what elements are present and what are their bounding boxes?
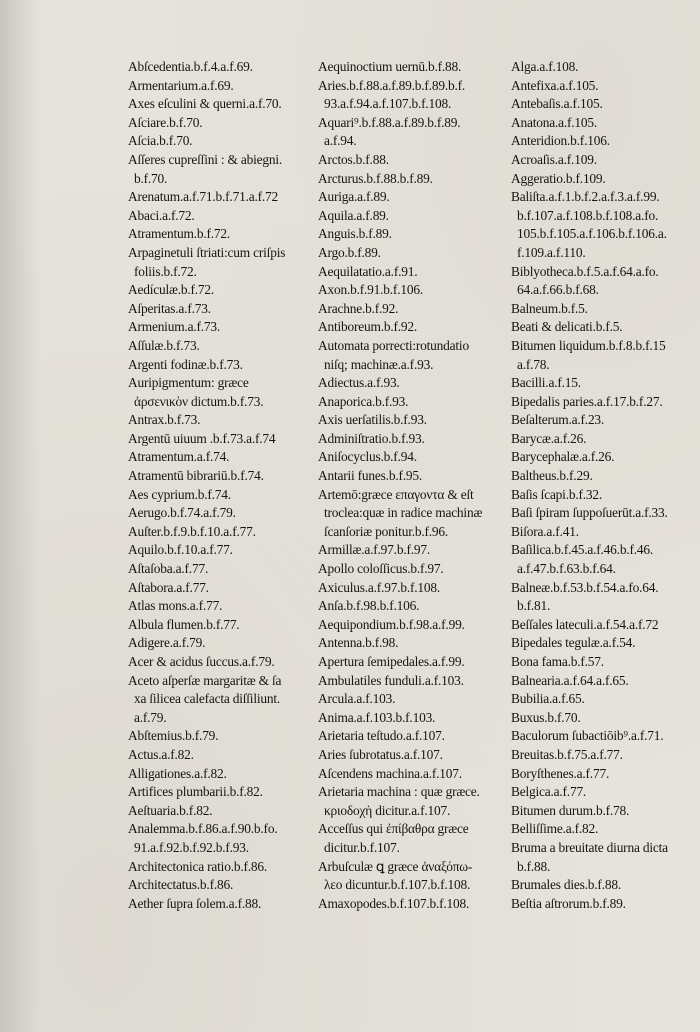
index-entry: ἀρσενικὸν dictum.b.f.73.	[134, 393, 264, 409]
index-entry: Axiculus.a.f.97.b.f.108.	[318, 579, 441, 595]
index-entry: Adiectus.a.f.93.	[318, 375, 400, 391]
index-entry: Bubilia.a.f.65.	[511, 691, 585, 707]
index-entry: Armenium.a.f.73.	[128, 319, 220, 335]
index-entry: b.f.70.	[134, 170, 168, 186]
index-column-1	[128, 58, 318, 913]
index-entry: Anguis.b.f.89.	[318, 226, 392, 242]
index-entry: Balneæ.b.f.53.b.f.54.a.fo.64.	[511, 579, 659, 595]
index-entry: Artifices plumbarii.b.f.82.	[128, 784, 263, 800]
index-entry: Aſcia.b.f.70.	[128, 133, 193, 149]
index-entry: foliis.b.f.72.	[134, 263, 197, 279]
index-entry: niſq; machinæ.a.f.93.	[324, 356, 434, 372]
index-entry: f.109.a.f.110.	[517, 244, 586, 260]
index-entry: Adminiſtratio.b.f.93.	[318, 430, 425, 446]
index-entry: Albula flumen.b.f.77.	[128, 616, 240, 632]
index-entry: Aedículæ.b.f.72.	[128, 282, 215, 298]
index-entry: Antiboreum.b.f.92.	[318, 319, 418, 335]
index-entry: Belgica.a.f.77.	[511, 784, 587, 800]
index-column-3	[511, 58, 694, 913]
index-entry: Atramentū bibrariū.b.f.74.	[128, 468, 264, 484]
index-entry: Artemō:græce επαγοντα & eſt	[318, 486, 474, 502]
index-entry: Beſtia aſtrorum.b.f.89.	[511, 895, 626, 911]
index-entry: Atramentum.a.f.74.	[128, 449, 230, 465]
index-entry: Apertura ſemipedales.a.f.99.	[318, 654, 465, 669]
index-entry: Amaxopodes.b.f.107.b.f.108.	[318, 895, 470, 911]
index-entry: Bacilli.a.f.15.	[511, 375, 581, 391]
index-entry: Aeſtuaria.b.f.82.	[128, 802, 213, 818]
index-entry: Arcula.a.f.103.	[318, 691, 396, 707]
index-entry: Baculorum ſubactiōib⁹.a.f.71.	[511, 728, 664, 744]
index-entry: Breuitas.b.f.75.a.f.77.	[511, 746, 623, 762]
index-entry: b.f.88.	[517, 858, 551, 874]
index-entry: λεο dicuntur.b.f.107.b.f.108.	[324, 877, 471, 893]
index-entry: Bruma a breuitate diurna dicta	[511, 839, 668, 855]
index-entry: Aquari⁹.b.f.88.a.f.89.b.f.89.	[318, 114, 461, 130]
index-entry: Auriga.a.f.89.	[318, 189, 390, 205]
index-entry: a.f.94.	[324, 133, 357, 149]
index-entry: Beſalterum.a.f.23.	[511, 412, 605, 428]
index-entry: troclea:quæ in radice machinæ	[324, 505, 483, 521]
index-entry: Bona fama.b.f.57.	[511, 654, 604, 669]
index-entry: Apollo coloſſicus.b.f.97.	[318, 561, 444, 577]
index-entry: Bipedalis paries.a.f.17.b.f.27.	[511, 393, 663, 409]
index-entry: Acceſſus qui ἐπίβαθρα græce	[318, 821, 469, 837]
index-entry: a.f.47.b.f.63.b.f.64.	[517, 561, 616, 577]
index-entry: Arietaria machina : quæ græce.	[318, 784, 480, 800]
index-entry: 64.a.f.66.b.f.68.	[517, 282, 599, 298]
index-entry: Acroaſis.a.f.109.	[511, 151, 597, 167]
index-entry: Abaci.a.f.72.	[128, 207, 195, 223]
index-entry: Atlas mons.a.f.77.	[128, 598, 223, 614]
index-entry: Abſtemius.b.f.79.	[128, 728, 219, 744]
index-entry: Beſſales lateculi.a.f.54.a.f.72	[511, 616, 659, 632]
index-entry: Atramentum.b.f.72.	[128, 226, 231, 242]
index-entry: Auripigmentum: græce	[128, 375, 249, 391]
index-column-2	[318, 58, 511, 913]
index-entry: b.f.107.a.f.108.b.f.108.a.fo.	[517, 207, 659, 223]
index-entry: Arenatum.a.f.71.b.f.71.a.f.72	[128, 189, 279, 205]
index-entry: Aequilatatio.a.f.91.	[318, 263, 418, 279]
index-entry: Alga.a.f.108.	[511, 59, 579, 74]
index-entry: Aniſocyclus.b.f.94.	[318, 449, 417, 465]
index-entry: ſcanſoriæ ponitur.b.f.96.	[324, 523, 449, 539]
index-entry: Argentū uiuum .b.f.73.a.f.74	[128, 430, 276, 446]
index-columns	[128, 58, 694, 913]
index-entry: Antarii funes.b.f.95.	[318, 468, 423, 484]
index-entry: Anaporica.b.f.93.	[318, 393, 409, 409]
index-entry: Barycephalæ.a.f.26.	[511, 449, 615, 465]
index-entry: Bitumen liquidum.b.f.8.b.f.15	[511, 337, 666, 353]
index-entry: Bipedales tegulæ.a.f.54.	[511, 635, 636, 651]
index-entry: a.f.78.	[517, 356, 550, 372]
index-entry: Biblyotheca.b.f.5.a.f.64.a.fo.	[511, 263, 659, 279]
index-entry: Anima.a.f.103.b.f.103.	[318, 709, 436, 725]
index-entry: Auſter.b.f.9.b.f.10.a.f.77.	[128, 523, 256, 539]
index-entry: xa ſilicea calefacta diſſiliunt.	[134, 691, 281, 707]
index-entry: Abſcedentia.b.f.4.a.f.69.	[128, 59, 253, 74]
index-entry: Actus.a.f.82.	[128, 746, 194, 762]
index-entry: Antebaſis.a.f.105.	[511, 96, 603, 112]
index-entry: Aſperitas.a.f.73.	[128, 300, 211, 316]
index-entry: Arpaginetuli ſtriati:cum criſpis	[128, 244, 286, 260]
index-entry: 91.a.f.92.b.f.92.b.f.93.	[134, 839, 249, 855]
index-entry: Buxus.b.f.70.	[511, 709, 581, 725]
index-entry: Aquilo.b.f.10.a.f.77.	[128, 542, 233, 558]
index-entry: Barycæ.a.f.26.	[511, 430, 587, 446]
index-entry: Argenti fodinæ.b.f.73.	[128, 356, 243, 372]
index-entry: Arachne.b.f.92.	[318, 300, 399, 316]
index-entry: Baſilica.b.f.45.a.f.46.b.f.46.	[511, 542, 654, 558]
index-entry: Arcturus.b.f.88.b.f.89.	[318, 170, 433, 186]
index-entry: κριοδοχὴ dicitur.a.f.107.	[324, 802, 451, 818]
index-entry: b.f.81.	[517, 598, 551, 614]
index-entry: Arctos.b.f.88.	[318, 151, 389, 167]
index-entry: Boryſthenes.a.f.77.	[511, 765, 610, 781]
index-entry: Axes eſculini & querni.a.f.70.	[128, 96, 282, 112]
index-entry: Axis uerſatilis.b.f.93.	[318, 412, 427, 428]
index-entry: Baltheus.b.f.29.	[511, 468, 593, 484]
index-entry: Aggeratio.b.f.109.	[511, 170, 606, 186]
index-entry: Aes cyprium.b.f.74.	[128, 486, 231, 502]
index-entry: Aſcendens machina.a.f.107.	[318, 765, 462, 781]
index-entry: Architectonica ratio.b.f.86.	[128, 858, 268, 874]
index-entry: Baliſta.a.f.1.b.f.2.a.f.3.a.f.99.	[511, 189, 660, 205]
index-entry: Arbuſculæ ꝗ græce ἀναξόπω-	[318, 858, 473, 874]
index-entry: 93.a.f.94.a.f.107.b.f.108.	[324, 96, 452, 112]
index-entry: Aſtabora.a.f.77.	[128, 579, 209, 595]
index-entry: Antrax.b.f.73.	[128, 412, 201, 428]
index-entry: Aequipondium.b.f.98.a.f.99.	[318, 616, 465, 632]
index-entry: Armentarium.a.f.69.	[128, 77, 234, 93]
index-entry: Aceto aſperſæ margaritæ & ſa	[128, 672, 282, 688]
index-entry: Argo.b.f.89.	[318, 244, 381, 260]
index-entry: Aerugo.b.f.74.a.f.79.	[128, 505, 236, 521]
index-entry: Antenna.b.f.98.	[318, 635, 399, 651]
index-entry: Anteridion.b.f.106.	[511, 133, 610, 149]
index-entry: Biſora.a.f.41.	[511, 523, 579, 539]
index-entry: Automata porrecti:rotundatio	[318, 337, 469, 353]
index-entry: Aequinoctium uernū.b.f.88.	[318, 59, 462, 74]
index-entry: Beati & delicati.b.f.5.	[511, 319, 623, 335]
index-entry: Alligationes.a.f.82.	[128, 765, 227, 781]
index-entry: Baſi ſpiram ſuppoſuerūt.a.f.33.	[511, 505, 668, 521]
index-entry: dicitur.b.f.107.	[324, 839, 400, 855]
index-entry: Aries ſubrotatus.a.f.107.	[318, 746, 443, 762]
index-entry: Analemma.b.f.86.a.f.90.b.fo.	[128, 821, 278, 837]
index-entry: Aether ſupra ſolem.a.f.88.	[128, 895, 262, 911]
index-entry: Anſa.b.f.98.b.f.106.	[318, 598, 420, 614]
index-entry: Balneum.b.f.5.	[511, 300, 588, 316]
index-entry: Brumales dies.b.f.88.	[511, 877, 621, 893]
index-entry: Belliſſime.a.f.82.	[511, 821, 599, 837]
index-entry: Balnearia.a.f.64.a.f.65.	[511, 672, 629, 688]
index-entry: Acer & acidus ſuccus.a.f.79.	[128, 654, 275, 669]
index-entry: a.f.79.	[134, 709, 167, 725]
index-entry: Armillæ.a.f.97.b.f.97.	[318, 542, 431, 558]
index-entry: Aſſulæ.b.f.73.	[128, 337, 200, 353]
index-entry: Antefixa.a.f.105.	[511, 77, 599, 93]
index-entry: Arietaria teſtudo.a.f.107.	[318, 728, 445, 744]
index-entry: Architectatus.b.f.86.	[128, 877, 234, 893]
index-entry: Aſtaſoba.a.f.77.	[128, 561, 209, 577]
index-entry: Aquila.a.f.89.	[318, 207, 389, 223]
index-entry: Adigere.a.f.79.	[128, 635, 206, 651]
index-entry: Axon.b.f.91.b.f.106.	[318, 282, 423, 298]
index-entry: Aſſeres cupreſſini : & abiegni.	[128, 151, 283, 167]
page-gutter-shadow	[0, 0, 40, 1032]
index-entry: 105.b.f.105.a.f.106.b.f.106.a.	[517, 226, 667, 242]
index-entry: Baſis ſcapi.b.f.32.	[511, 486, 603, 502]
index-entry: Aries.b.f.88.a.f.89.b.f.89.b.f.	[318, 77, 466, 93]
index-entry: Anatona.a.f.105.	[511, 114, 598, 130]
index-entry: Ambulatiles funduli.a.f.103.	[318, 672, 464, 688]
index-entry: Aſciare.b.f.70.	[128, 114, 203, 130]
index-entry: Bitumen durum.b.f.78.	[511, 802, 630, 818]
